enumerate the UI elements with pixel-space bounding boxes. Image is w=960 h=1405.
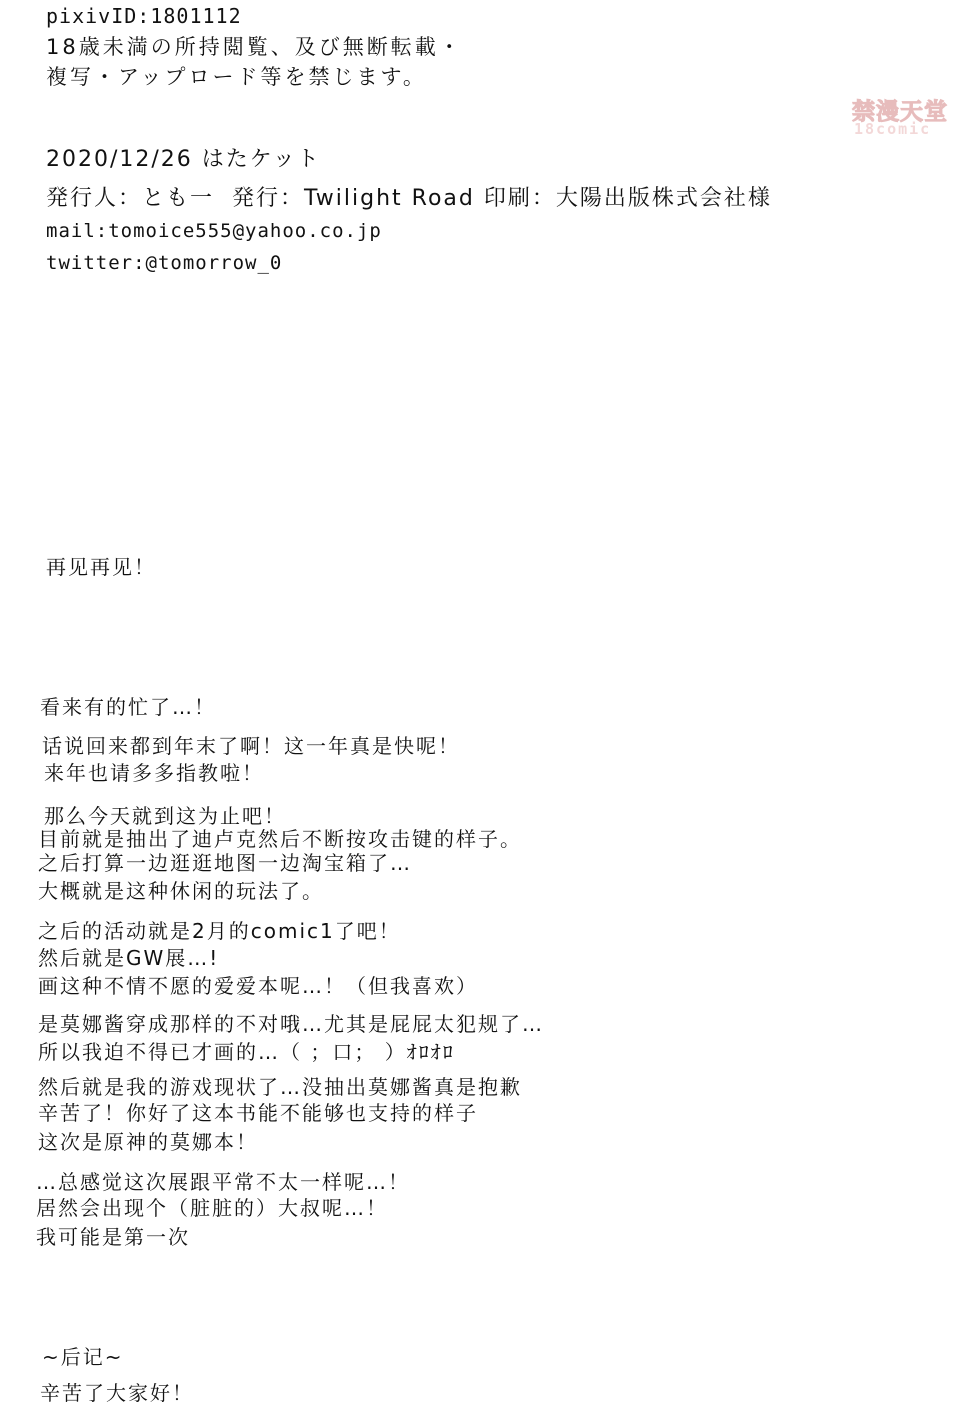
note-line: 然后就是我的游戏现状了…没抽出莫娜酱真是抱歉 [38, 1075, 522, 1099]
goodbye-line: 再见再见！ [46, 555, 156, 579]
note-line: …总感觉这次展跟平常不太一样呢…！ [36, 1170, 410, 1194]
note-line-cut: 目前就是抽出了迪卢克然后不断按攻击键的样子。 [38, 827, 522, 851]
note-line: 所以我迫不得已才画的…（ ；口； ）ｵﾛｵﾛ [38, 1040, 455, 1064]
date-event: 2020/12/26 はたケット [46, 147, 321, 172]
note-line: 这次是原神的莫娜本！ [38, 1130, 258, 1154]
mail-address: mail:tomoice555@yahoo.co.jp [46, 220, 382, 242]
note-line: 画这种不情不愿的爱爱本呢…！（但我喜欢） [38, 974, 478, 998]
note-line: 话说回来都到年末了啊！这一年真是快呢！ [42, 734, 460, 758]
note-line: 居然会出现个（脏脏的）大叔呢…！ [36, 1196, 388, 1220]
note-line-cut: 辛苦了！你好了这本书能不能够也支持的样子 [38, 1101, 478, 1125]
twitter-handle: twitter:@tomorrow_0 [46, 252, 283, 274]
publisher-line: 発行人：とも一 発行：Twilight Road 印刷：大陽出版株式会社様 [46, 186, 772, 211]
age-notice-line-2: 複写・アップロード等を禁じます。 [46, 65, 427, 89]
watermark-en: 18comic [854, 120, 932, 138]
tail-line-cut: 辛苦了大家好！ [40, 1381, 194, 1405]
watermark-cn: 禁漫天堂 [852, 99, 948, 125]
note-line: 大概就是这种休闲的玩法了。 [38, 879, 324, 903]
note-line: 来年也请多多指教啦！ [44, 761, 264, 785]
note-line: 之后的活动就是2月的comic1了吧！ [38, 919, 401, 943]
note-line: 之后打算一边逛逛地图一边淘宝箱了… [38, 851, 412, 875]
age-notice-line-1: 18歳未満の所持閲覧、及び無断転載・ [46, 35, 463, 59]
note-line-cut: 我可能是第一次 [36, 1225, 190, 1249]
pixiv-id: pixivID:1801112 [46, 4, 242, 28]
note-line: 那么今天就到这为止吧！ [44, 804, 286, 828]
watermark-logo [852, 93, 958, 139]
note-line: 看来有的忙了…！ [40, 695, 216, 719]
note-line: 然后就是GW展…! [38, 946, 220, 970]
afterword-heading: ~后记~ [42, 1345, 124, 1369]
note-line: 是莫娜酱穿成那样的不对哦…尤其是屁屁太犯规了… [38, 1012, 544, 1036]
